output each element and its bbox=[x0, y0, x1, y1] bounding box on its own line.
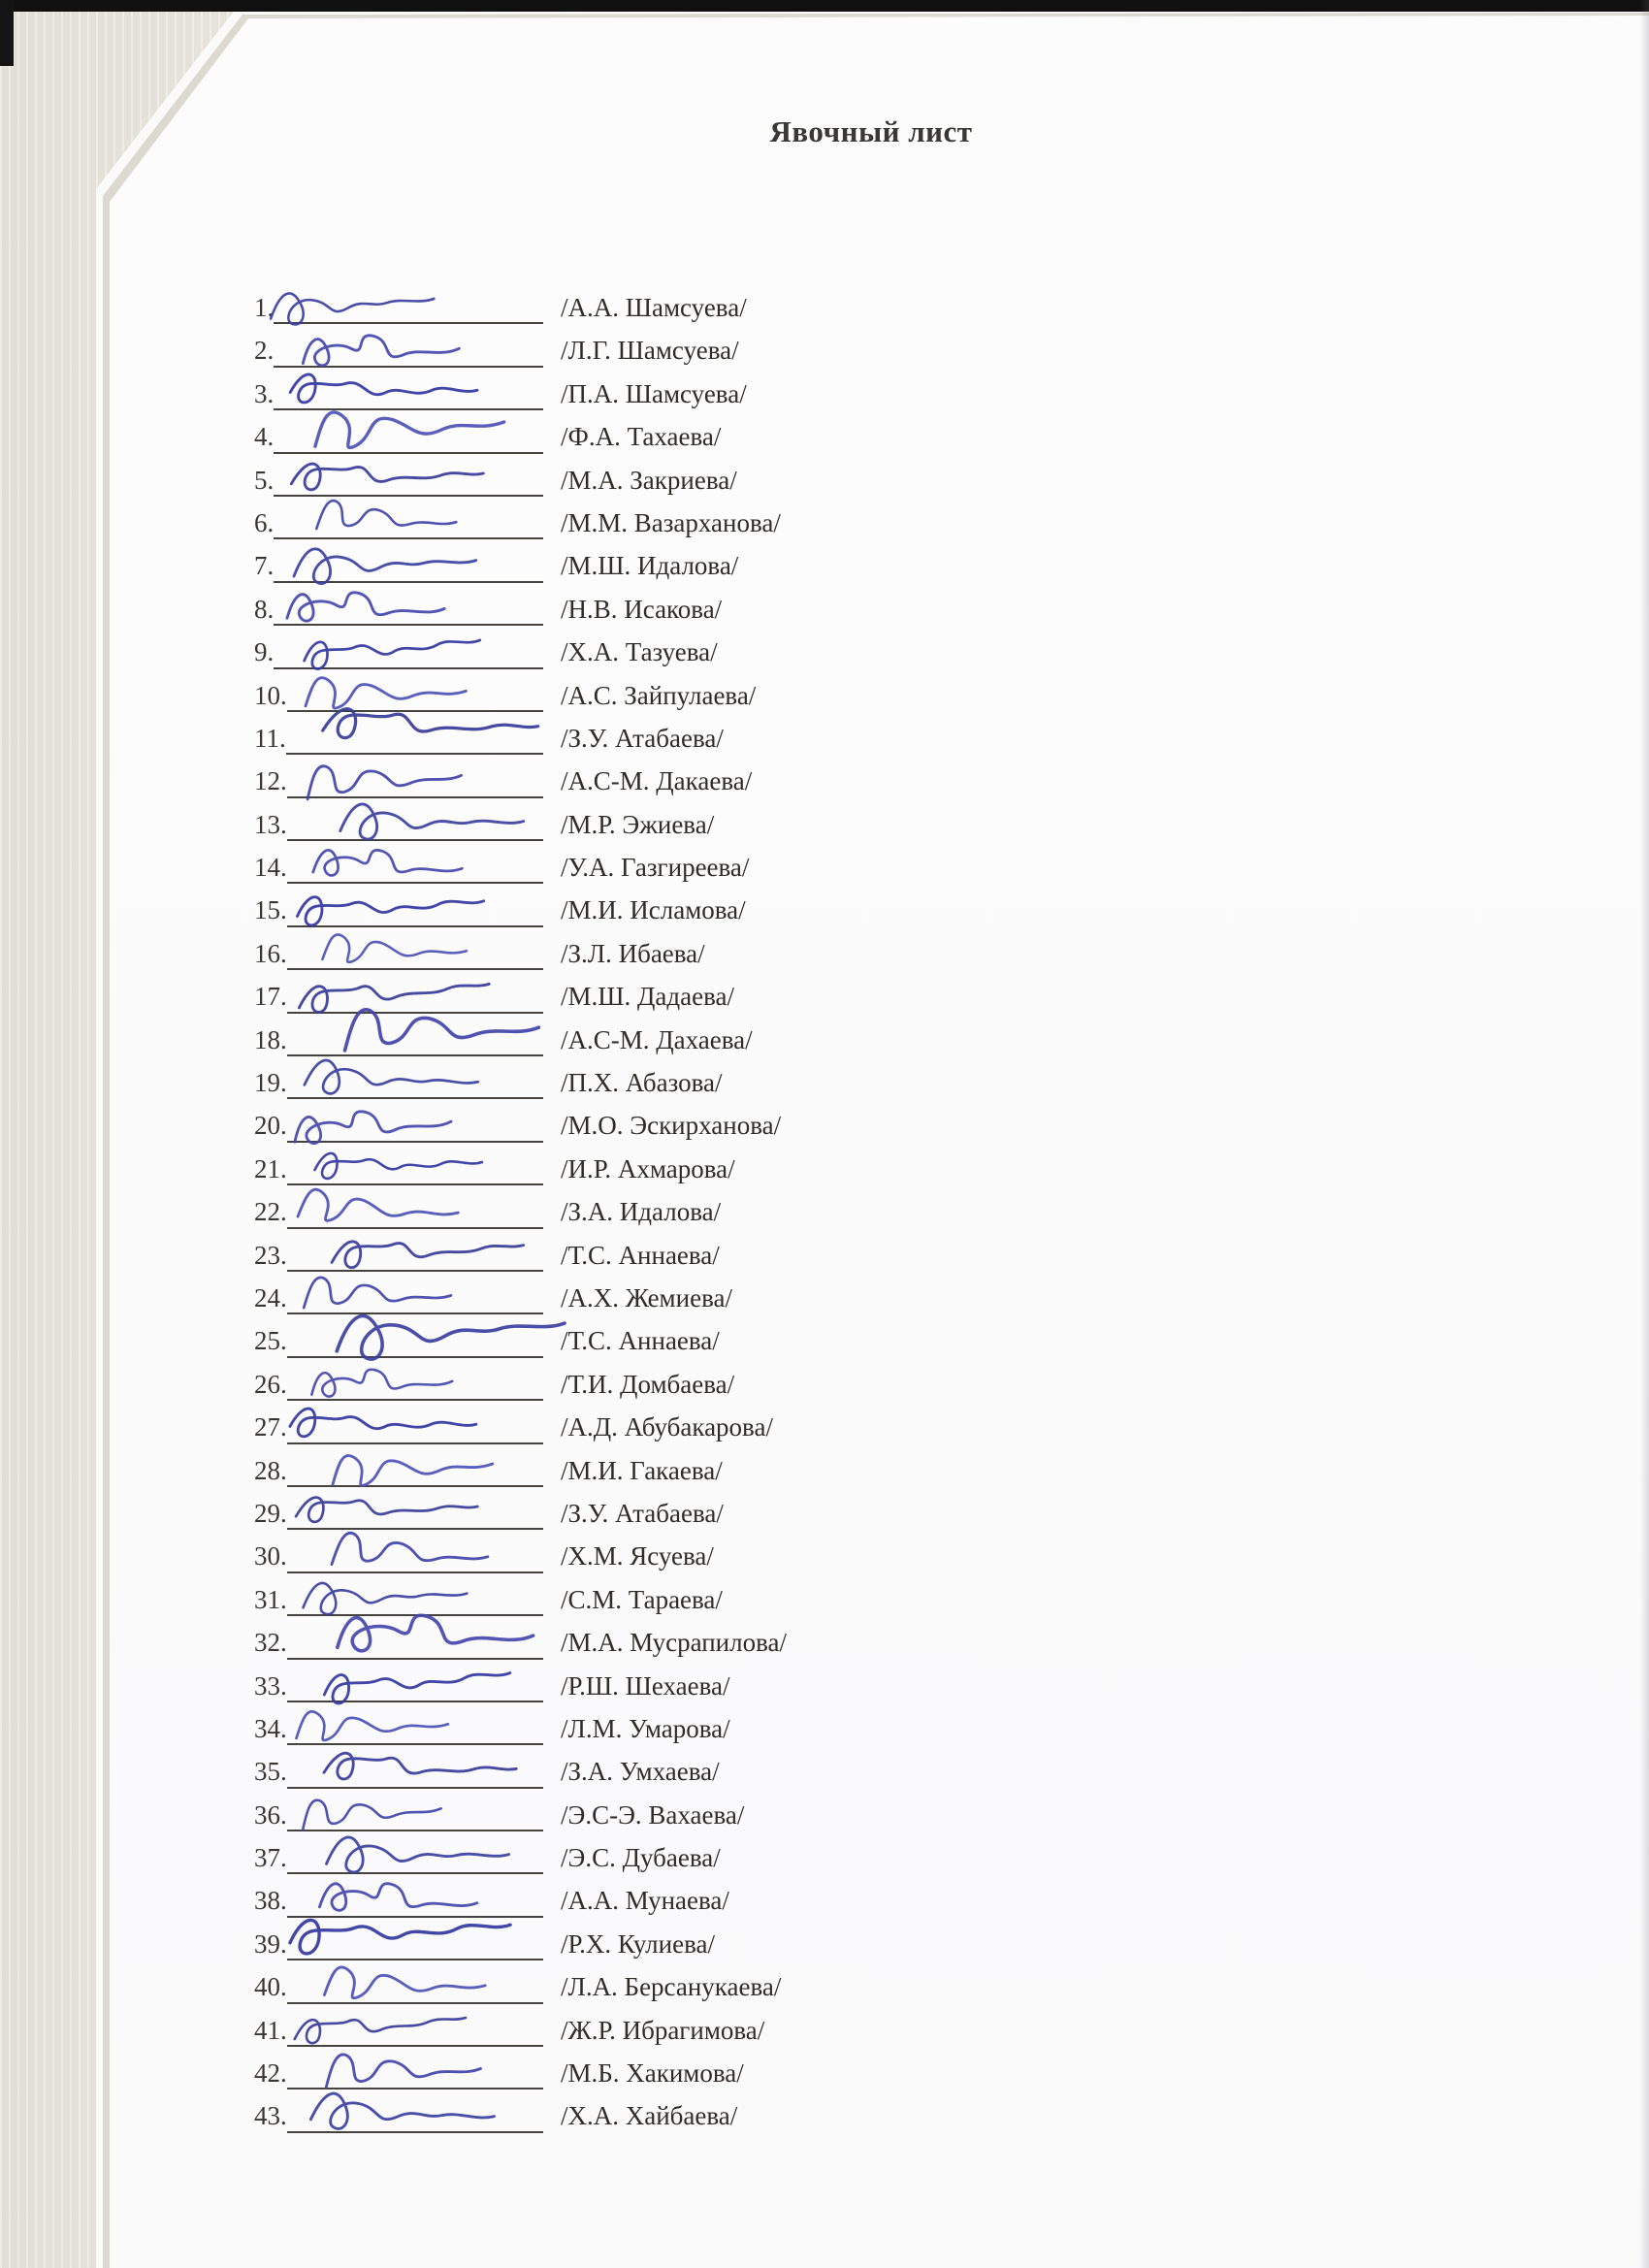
row-number-and-line bbox=[254, 1879, 543, 1922]
row-number-and-line bbox=[254, 932, 543, 975]
row-number-and-line bbox=[254, 588, 543, 631]
row-number: 16. bbox=[254, 938, 287, 968]
list-item bbox=[0, 889, 1649, 931]
row-number-and-line bbox=[254, 1019, 543, 1061]
row-number-and-line bbox=[254, 975, 543, 1018]
signature-line bbox=[287, 2098, 543, 2133]
list-item bbox=[0, 1492, 1649, 1535]
row-number: 29. bbox=[254, 1498, 287, 1528]
row-number: 12. bbox=[254, 766, 287, 796]
row-number-and-line bbox=[254, 1406, 543, 1448]
list-item bbox=[0, 932, 1649, 975]
list-item bbox=[0, 1965, 1649, 2008]
list-item bbox=[0, 1535, 1649, 1577]
attendee-name: /А.С. Зайпулаева/ bbox=[561, 680, 757, 710]
row-number: 24. bbox=[254, 1282, 287, 1312]
list-item bbox=[0, 1406, 1649, 1448]
list-item bbox=[0, 1621, 1649, 1664]
scanner-edge-corner bbox=[0, 0, 14, 66]
row-number-and-line bbox=[254, 803, 543, 846]
row-number-and-line bbox=[254, 1665, 543, 1707]
list-item bbox=[0, 1449, 1649, 1492]
row-number: 23. bbox=[254, 1240, 287, 1270]
row-number: 39. bbox=[254, 1928, 287, 1959]
row-number-and-line bbox=[254, 2009, 543, 2052]
row-number-and-line bbox=[254, 1750, 543, 1793]
signature-line bbox=[274, 333, 543, 368]
signature-line bbox=[287, 1969, 543, 2004]
attendee-name: /З.А. Умхаева/ bbox=[561, 1757, 720, 1787]
list-item bbox=[0, 1578, 1649, 1621]
signature-line bbox=[287, 1194, 543, 1229]
list-item bbox=[0, 1879, 1649, 1922]
list-item bbox=[0, 1319, 1649, 1362]
row-number: 17. bbox=[254, 982, 287, 1012]
row-number: 27. bbox=[254, 1412, 287, 1442]
attendee-name: /М.А. Мусрапилова/ bbox=[561, 1628, 787, 1658]
list-item bbox=[0, 760, 1649, 802]
row-number-and-line bbox=[254, 1794, 543, 1836]
row-number: 3. bbox=[254, 378, 275, 408]
attendee-name: /П.А. Шамсуева/ bbox=[561, 378, 747, 408]
list-item bbox=[0, 2009, 1649, 2052]
row-number: 13. bbox=[254, 809, 287, 839]
row-number: 18. bbox=[254, 1024, 287, 1054]
signature-line bbox=[287, 806, 543, 841]
row-number-and-line bbox=[254, 1148, 543, 1190]
row-number-and-line bbox=[254, 1578, 543, 1621]
signature-line bbox=[287, 935, 543, 970]
signature-line bbox=[287, 2012, 543, 2047]
row-number-and-line bbox=[254, 674, 543, 717]
row-number-and-line bbox=[254, 415, 543, 458]
list-item bbox=[0, 1707, 1649, 1750]
list-item bbox=[0, 1061, 1649, 1104]
signature-line bbox=[287, 1323, 543, 1358]
signature-line bbox=[287, 1883, 543, 1918]
row-number-and-line bbox=[254, 1535, 543, 1577]
row-number-and-line bbox=[254, 1965, 543, 2008]
list-item bbox=[0, 329, 1649, 372]
list-item bbox=[0, 1836, 1649, 1879]
attendee-name: /М.Ш. Дадаева/ bbox=[561, 982, 734, 1012]
row-number: 32. bbox=[254, 1628, 287, 1658]
signature-line bbox=[287, 1366, 543, 1401]
signature-line bbox=[287, 849, 543, 884]
row-number: 43. bbox=[254, 2101, 287, 2131]
row-number-and-line bbox=[254, 544, 543, 587]
signature-line bbox=[287, 1581, 543, 1616]
list-item bbox=[0, 674, 1649, 717]
row-number: 28. bbox=[254, 1455, 287, 1485]
list-item bbox=[0, 2094, 1649, 2137]
attendee-name: /Л.М. Умарова/ bbox=[561, 1713, 730, 1743]
row-number-and-line bbox=[254, 1234, 543, 1277]
row-number: 2. bbox=[254, 336, 275, 366]
signature-line bbox=[287, 1926, 543, 1960]
signature-line bbox=[287, 892, 543, 927]
attendee-name: /Н.В. Исакова/ bbox=[561, 594, 723, 624]
row-number: 6. bbox=[254, 507, 275, 537]
list-item bbox=[0, 459, 1649, 502]
attendee-name: /Л.Г. Шамсуева/ bbox=[561, 336, 739, 366]
row-number: 37. bbox=[254, 1843, 287, 1873]
list-item bbox=[0, 502, 1649, 544]
row-number: 31. bbox=[254, 1584, 287, 1614]
list-item bbox=[0, 1665, 1649, 1707]
attendee-name: /С.М. Тараева/ bbox=[561, 1584, 723, 1614]
signature-line bbox=[287, 1280, 543, 1314]
list-item bbox=[0, 717, 1649, 760]
row-number: 4. bbox=[254, 422, 275, 452]
row-number: 15. bbox=[254, 895, 287, 925]
row-number: 35. bbox=[254, 1757, 287, 1787]
signature-line bbox=[287, 763, 543, 798]
row-number: 30. bbox=[254, 1541, 287, 1571]
list-item bbox=[0, 1234, 1649, 1277]
row-number: 9. bbox=[254, 637, 275, 667]
signature-line bbox=[274, 634, 543, 669]
row-number-and-line bbox=[254, 1492, 543, 1535]
attendance-list bbox=[0, 286, 1649, 2138]
signature-line bbox=[286, 720, 543, 755]
row-number-and-line bbox=[254, 286, 543, 329]
attendee-name: /И.Р. Ахмарова/ bbox=[561, 1153, 735, 1183]
list-item bbox=[0, 1190, 1649, 1233]
attendee-name: /М.Б. Хакимова/ bbox=[561, 2058, 744, 2089]
row-number-and-line bbox=[254, 717, 543, 760]
list-item bbox=[0, 286, 1649, 329]
signature-line bbox=[287, 1797, 543, 1831]
list-item bbox=[0, 1750, 1649, 1793]
row-number: 20. bbox=[254, 1111, 287, 1141]
signature-line bbox=[274, 289, 543, 324]
row-number: 22. bbox=[254, 1197, 287, 1227]
row-number: 40. bbox=[254, 1972, 287, 2002]
list-item bbox=[0, 631, 1649, 673]
row-number: 42. bbox=[254, 2058, 287, 2089]
attendee-name: /У.А. Газгиреева/ bbox=[561, 853, 750, 883]
signature-line bbox=[287, 1839, 543, 1874]
row-number: 21. bbox=[254, 1153, 287, 1183]
page-title: Явочный лист bbox=[769, 114, 973, 148]
row-number: 26. bbox=[254, 1369, 287, 1399]
row-number: 5. bbox=[254, 465, 275, 495]
row-number: 19. bbox=[254, 1068, 287, 1098]
attendee-name: /Э.С-Э. Вахаева/ bbox=[561, 1799, 745, 1830]
attendee-name: /М.О. Эскирханова/ bbox=[561, 1111, 782, 1141]
signature-line bbox=[287, 1237, 543, 1272]
list-item bbox=[0, 1277, 1649, 1319]
signature-line bbox=[287, 1452, 543, 1487]
list-item bbox=[0, 1148, 1649, 1190]
attendee-name: /Т.С. Аннаева/ bbox=[561, 1326, 720, 1356]
attendee-name: /Р.Х. Кулиева/ bbox=[561, 1928, 715, 1959]
attendee-name: /А.А. Мунаева/ bbox=[561, 1886, 729, 1916]
row-number: 38. bbox=[254, 1886, 287, 1916]
signature-line bbox=[274, 504, 543, 539]
row-number-and-line bbox=[254, 1621, 543, 1664]
signature-line bbox=[287, 1625, 543, 1660]
row-number-and-line bbox=[254, 2094, 543, 2137]
signature-line bbox=[287, 1668, 543, 1702]
attendee-name: /Х.А. Тазуева/ bbox=[561, 637, 718, 667]
row-number-and-line bbox=[254, 1363, 543, 1406]
list-item bbox=[0, 803, 1649, 846]
attendee-name: /М.И. Гакаева/ bbox=[561, 1455, 723, 1485]
attendee-name: /А.Д. Абубакарова/ bbox=[561, 1412, 773, 1442]
attendee-name: /А.Х. Жемиева/ bbox=[561, 1282, 732, 1312]
list-item bbox=[0, 588, 1649, 631]
attendee-name: /Х.М. Ясуева/ bbox=[561, 1541, 714, 1571]
row-number-and-line bbox=[254, 1449, 543, 1492]
row-number-and-line bbox=[254, 631, 543, 673]
list-item bbox=[0, 544, 1649, 587]
row-number: 25. bbox=[254, 1326, 287, 1356]
row-number-and-line bbox=[254, 1277, 543, 1319]
row-number-and-line bbox=[254, 846, 543, 889]
row-number: 33. bbox=[254, 1670, 287, 1701]
attendee-name: /Х.А. Хайбаева/ bbox=[561, 2101, 738, 2131]
signature-line bbox=[274, 419, 543, 454]
signature-line bbox=[287, 2055, 543, 2090]
list-item bbox=[0, 975, 1649, 1018]
row-number: 41. bbox=[254, 2015, 287, 2045]
attendee-name: /Ф.А. Тахаева/ bbox=[561, 422, 722, 452]
signature-line bbox=[287, 1064, 543, 1099]
attendee-name: /З.У. Атабаева/ bbox=[561, 723, 724, 753]
row-number-and-line bbox=[254, 373, 543, 415]
attendee-name: /А.А. Шамсуева/ bbox=[561, 293, 747, 322]
attendee-name: /Р.Ш. Шехаева/ bbox=[561, 1670, 730, 1701]
list-item bbox=[0, 1104, 1649, 1147]
row-number: 1. bbox=[254, 293, 275, 322]
scanner-edge-bar bbox=[0, 0, 1649, 12]
attendee-name: /М.А. Закриева/ bbox=[561, 465, 737, 495]
attendee-name: /М.Р. Эжиева/ bbox=[561, 809, 715, 839]
row-number: 36. bbox=[254, 1799, 287, 1830]
row-number-and-line bbox=[254, 1836, 543, 1879]
attendee-name: /Л.А. Берсанукаева/ bbox=[561, 1972, 782, 2002]
attendee-name: /М.М. Вазарханова/ bbox=[561, 507, 781, 537]
row-number-and-line bbox=[254, 2052, 543, 2094]
signature-line bbox=[287, 1108, 543, 1143]
list-item bbox=[0, 1019, 1649, 1061]
row-number-and-line bbox=[254, 1923, 543, 1965]
list-item bbox=[0, 415, 1649, 458]
row-number: 14. bbox=[254, 853, 287, 883]
attendee-name: /Э.С. Дубаева/ bbox=[561, 1843, 721, 1873]
signature-line bbox=[274, 462, 543, 497]
attendee-name: /М.Ш. Идалова/ bbox=[561, 551, 739, 581]
signature-line bbox=[274, 375, 543, 410]
signature-line bbox=[287, 1539, 543, 1573]
signature-line bbox=[287, 1409, 543, 1444]
attendee-name: /З.У. Атабаева/ bbox=[561, 1498, 724, 1528]
row-number: 7. bbox=[254, 551, 275, 581]
signature-line bbox=[287, 677, 543, 712]
attendee-name: /Т.И. Домбаева/ bbox=[561, 1369, 735, 1399]
signature-line bbox=[287, 1495, 543, 1530]
row-number: 10. bbox=[254, 680, 287, 710]
list-item bbox=[0, 373, 1649, 415]
row-number-and-line bbox=[254, 459, 543, 502]
signature-line bbox=[274, 591, 543, 626]
row-number-and-line bbox=[254, 1061, 543, 1104]
row-number-and-line bbox=[254, 329, 543, 372]
row-number-and-line bbox=[254, 1104, 543, 1147]
list-item bbox=[0, 2052, 1649, 2094]
row-number: 34. bbox=[254, 1713, 287, 1743]
row-number: 8. bbox=[254, 594, 275, 624]
row-number-and-line bbox=[254, 889, 543, 931]
attendee-name: /Ж.Р. Ибрагимова/ bbox=[561, 2015, 765, 2045]
attendee-name: /Т.С. Аннаева/ bbox=[561, 1240, 720, 1270]
list-item bbox=[0, 1923, 1649, 1965]
signature-line bbox=[287, 1710, 543, 1745]
list-item bbox=[0, 846, 1649, 889]
row-number-and-line bbox=[254, 1707, 543, 1750]
signature-line bbox=[287, 1754, 543, 1789]
list-item bbox=[0, 1794, 1649, 1836]
row-number: 11. bbox=[254, 723, 286, 753]
attendee-name: /З.А. Идалова/ bbox=[561, 1197, 722, 1227]
row-number-and-line bbox=[254, 760, 543, 802]
row-number-and-line bbox=[254, 502, 543, 544]
attendee-name: /А.С-М. Дакаева/ bbox=[561, 766, 753, 796]
attendee-name: /З.Л. Ибаева/ bbox=[561, 938, 705, 968]
signature-line bbox=[287, 979, 543, 1014]
attendee-name: /П.Х. Абазова/ bbox=[561, 1068, 723, 1098]
attendee-name: /А.С-М. Дахаева/ bbox=[561, 1024, 753, 1054]
signature-line bbox=[287, 1021, 543, 1056]
attendee-name: /М.И. Исламова/ bbox=[561, 895, 746, 925]
signature-line bbox=[287, 1150, 543, 1185]
row-number-and-line bbox=[254, 1190, 543, 1233]
list-item bbox=[0, 1363, 1649, 1406]
row-number-and-line bbox=[254, 1319, 543, 1362]
signature-line bbox=[274, 548, 543, 583]
